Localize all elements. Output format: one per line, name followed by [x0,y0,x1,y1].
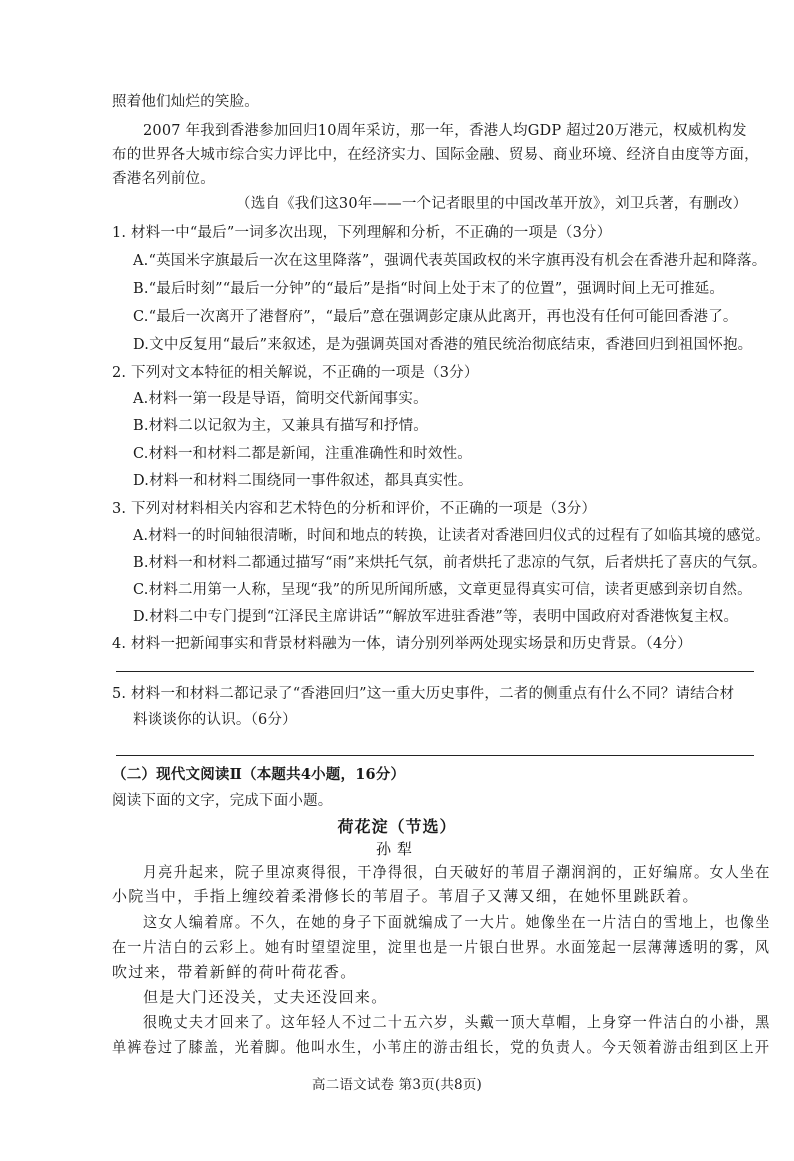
question-3-option-c: C.材料二用第一人称，呈现“我”的所见所闻所感，文章更显得真实可信，读者更感到亲切自然。 [133,582,752,598]
section-heading: （二）现代文阅读Ⅱ（本题共4小题，16分） [112,766,406,783]
answer-line [116,755,754,756]
question-1-option-d: D.文中反复用“最后”来叙述，是为强调英国对香港的殖民统治彻底结束，香港回归到祖国怀抱。 [133,337,753,353]
question-stem-2: 2. 下列对文本特征的相关解说，不正确的一项是（3分） [112,365,479,381]
question-1-option-b: B.“最后时刻”“最后一分钟”的“最后”是指“时间上处于末了的位置”，强调时间上无可推延。 [133,281,725,297]
question-2-option-a: A.材料一第一段是导语，简明交代新闻事实。 [133,391,428,407]
question-3-option-d: D.材料二中专门提到“江泽民主席讲话”“解放军进驻香港”等，表明中国政府对香港恢复主权。 [133,609,739,625]
question-1-option-c: C.“最后一次离开了港督府”，“最后”意在强调彭定康从此离开，再也没有任何可能回香港了。 [133,309,738,325]
passage-line: 这女人编着席。不久，在她的身子下面就编成了一大片。她像坐在一片洁白的雪地上，也像坐 [143,913,771,931]
paragraph-line: 布的世界各大城市综合实力评比中，在经济实力、国际金融、贸易、商业环境、经济自由度等方面， [112,147,759,163]
question-3-option-b: B.材料一和材料二都通过描写“雨”来烘托气氛，前者烘托了悲凉的气氛，后者烘托了喜庆的气氛。 [133,555,767,571]
answer-line [116,671,754,672]
paragraph-line: 照着他们灿烂的笑脸。 [112,94,259,110]
source-citation: （选自《我们这30年——一个记者眼里的中国改革开放》，刘卫兵著，有删改） [236,196,748,212]
passage-line: 在一片洁白的云彩上。她有时望望淀里，淀里也是一片银白世界。水面笼起一层薄薄透明的雾，风 [112,938,771,956]
question-2-option-b: B.材料二以记叙为主，又兼具有描写和抒情。 [133,418,428,434]
passage-line: 月亮升起来，院子里凉爽得很，干净得很，白天破好的苇眉子潮润润的，正好编席。女人坐在 [143,863,771,881]
passage-line: 吹过来，带着新鲜的荷叶荷花香。 [112,963,357,981]
page-footer: 高二语文试卷 第3页(共8页) [311,1077,482,1093]
question-2-option-c: C.材料一和材料二都是新闻，注重准确性和时效性。 [133,446,472,462]
passage-title: 荷花淀（节选） [337,817,457,836]
paragraph-line: 香港名列前位。 [112,171,215,187]
passage-line: 很晚丈夫才回来了。这年轻人不过二十五六岁，头戴一顶大草帽，上身穿一件洁白的小褂，黑 [143,1013,771,1031]
question-stem-5: 5. 材料一和材料二都记录了“香港回归”这一重大历史事件，二者的侧重点有什么不同？请结合材 [112,686,735,702]
passage-line: 单裤卷过了膝盖，光着脚。他叫水生，小苇庄的游击组长，党的负责人。今天领着游击组到区上开 [112,1038,771,1056]
question-stem-5-continued: 料谈谈你的认识。（6分） [133,712,297,728]
passage-line: 小院当中，手指上缠绞着柔滑修长的苇眉子。苇眉子又薄又细，在她怀里跳跃着。 [112,887,699,905]
passage-line: 但是大门还没关，丈夫还没回来。 [143,988,388,1006]
paragraph-line: 2007 年我到香港参加回归10周年采访，那一年，香港人均GDP 超过20万港元，权威机构发 [143,123,747,139]
question-3-option-a: A.材料一的时间轴很清晰，时间和地点的转换，让读者对香港回归仪式的过程有了如临其境的感觉。 [133,528,770,544]
question-stem-3: 3. 下列对材料相关内容和艺术特色的分析和评价，不正确的一项是（3分） [112,501,597,517]
reading-instruction: 阅读下面的文字，完成下面小题。 [112,793,333,809]
question-1-option-a: A.“英国米字旗最后一次在这里降落”，强调代表英国政权的米字旗再没有机会在香港升起和降落。 [133,253,767,269]
question-stem-1: 1. 材料一中“最后”一词多次出现，下列理解和分析，不正确的一项是（3分） [112,225,612,241]
question-stem-4: 4. 材料一把新闻事实和背景材料融为一体，请分别列举两处现实场景和历史背景。（4分） [112,636,692,652]
question-2-option-d: D.材料一和材料二围绕同一事件叙述，都具真实性。 [133,473,473,489]
passage-author: 孙犁 [375,840,418,858]
